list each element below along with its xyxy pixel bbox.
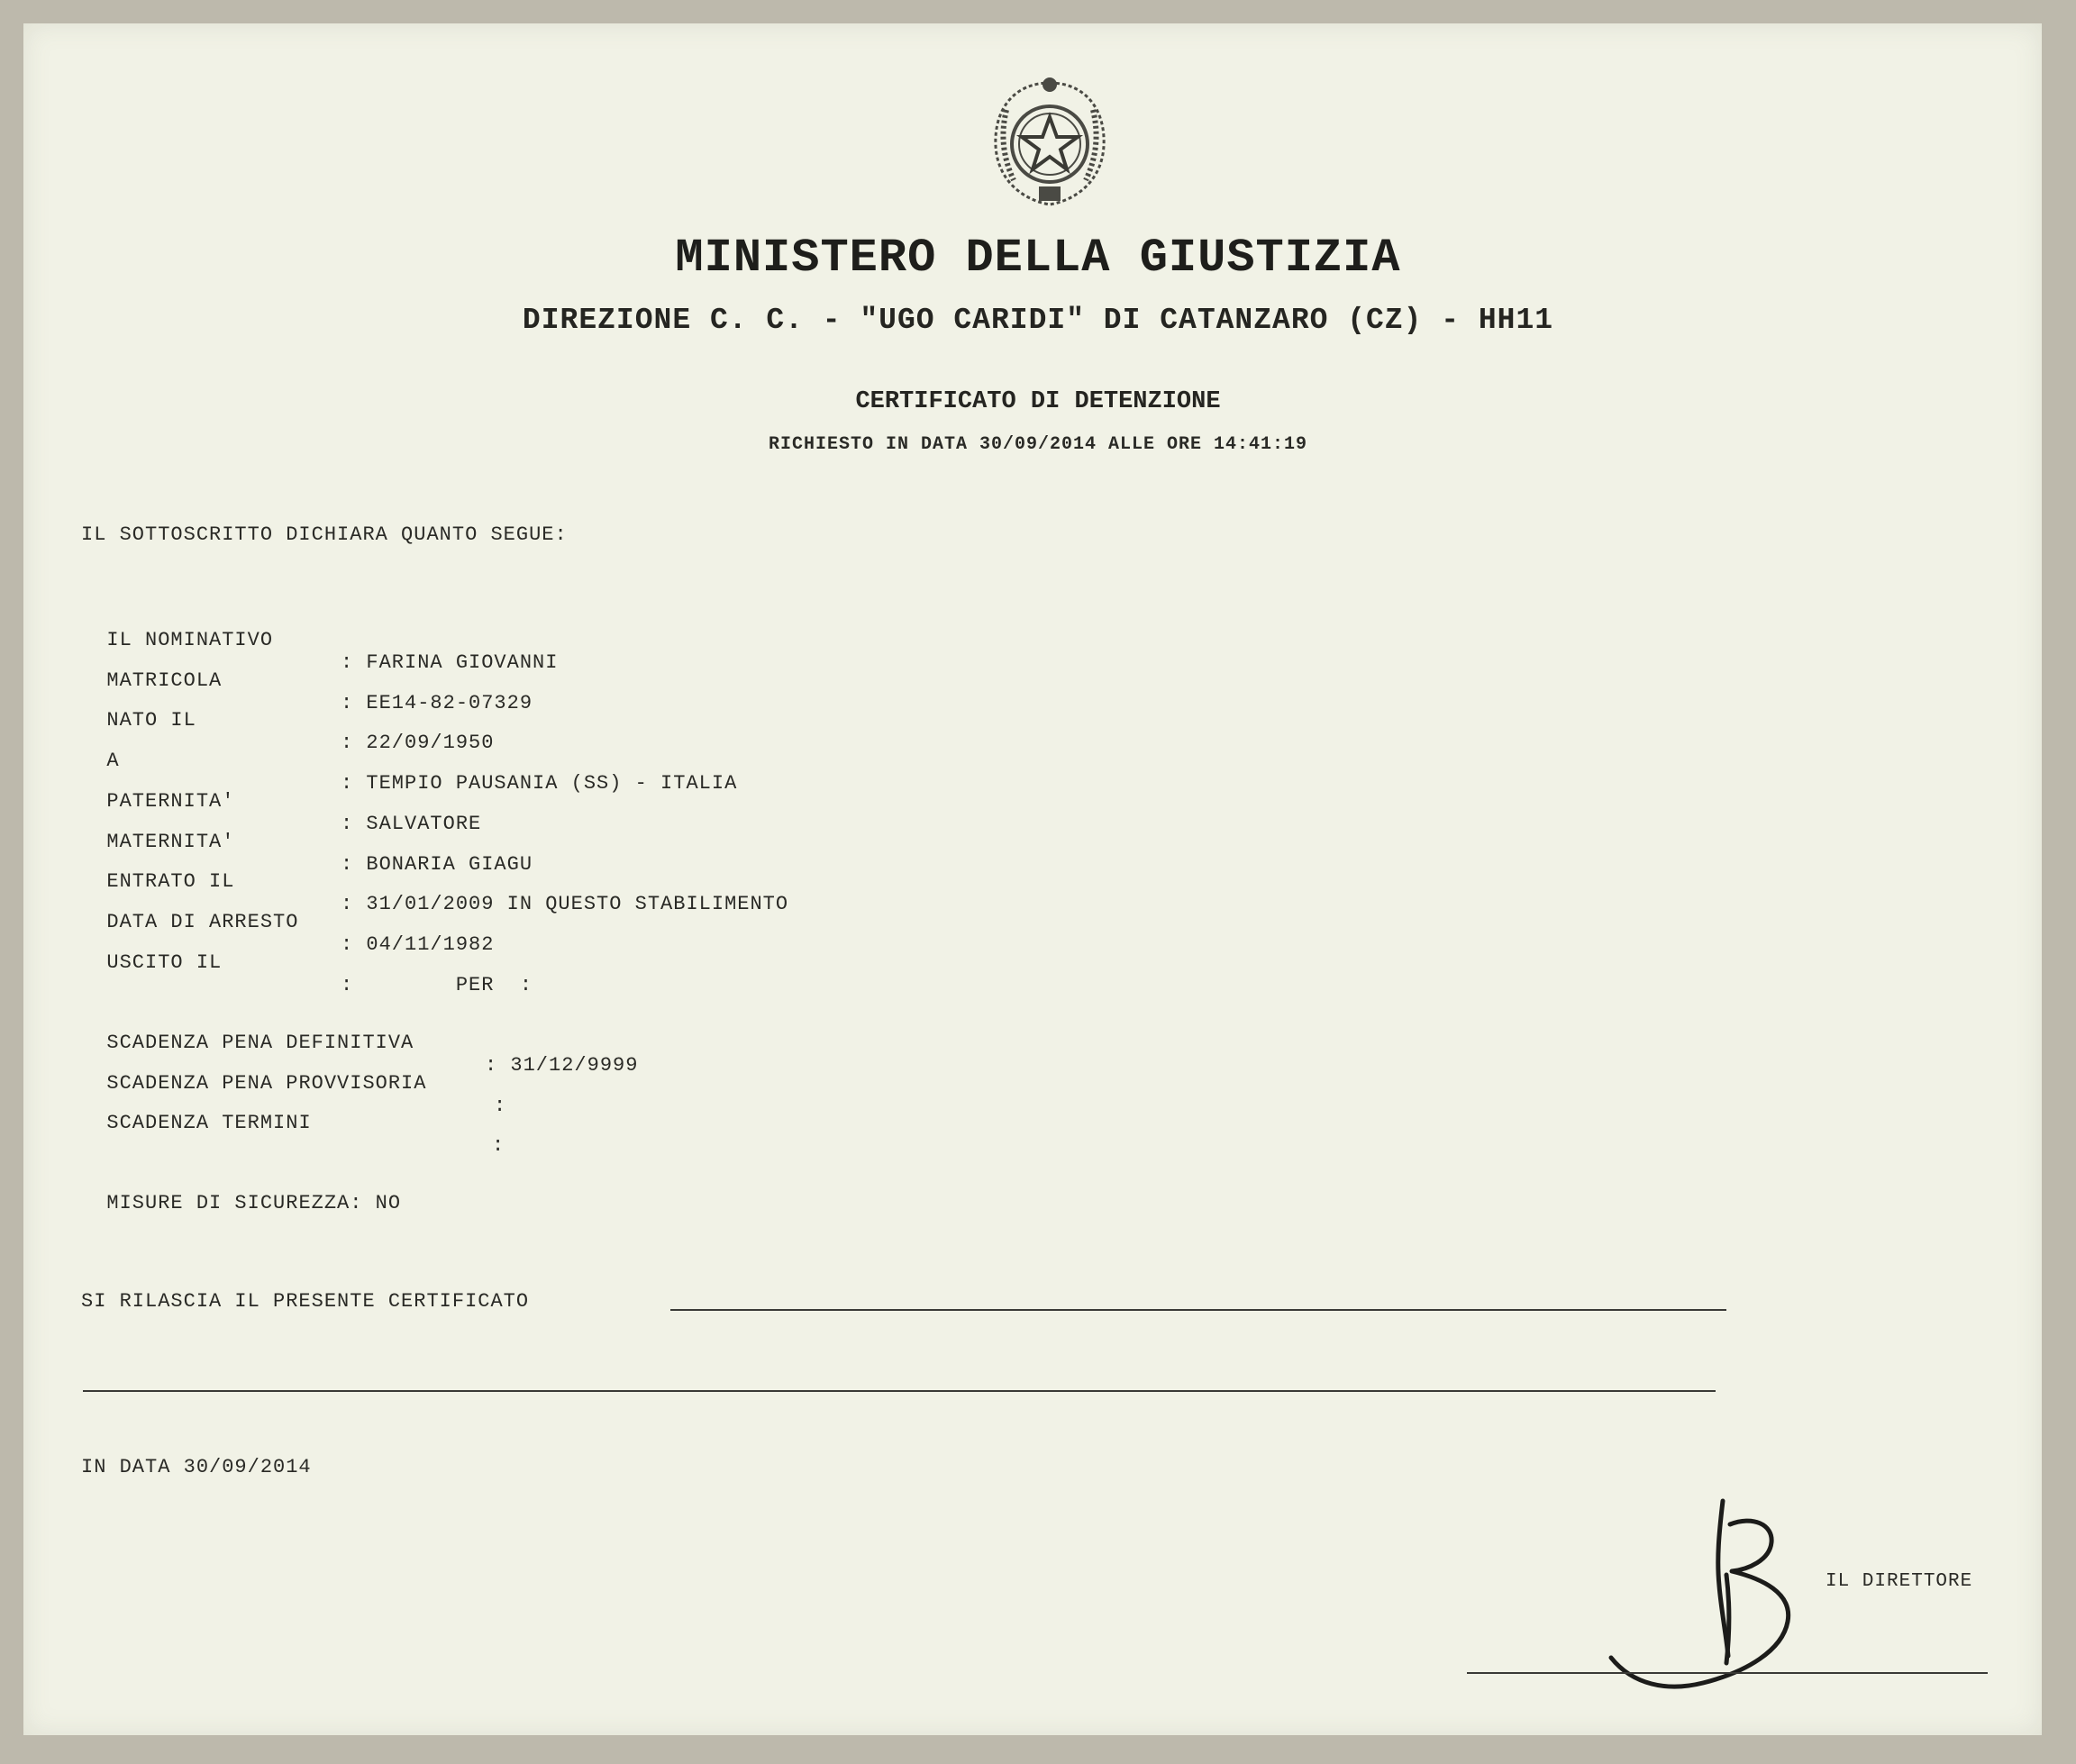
italian-republic-emblem-icon <box>987 74 1113 214</box>
sentence-label: SCADENZA PENA PROVVISORIA <box>106 1072 427 1095</box>
sentence-label: SCADENZA PENA DEFINITIVA <box>106 1032 414 1054</box>
signatory-title: IL DIRETTORE <box>1826 1571 1973 1592</box>
detail-label: MATERNITA' <box>106 831 235 853</box>
detail-value: : PER : <box>341 974 533 996</box>
detail-value: : BONARIA GIAGU <box>341 853 533 876</box>
sentence-row-terms <box>81 1089 505 1157</box>
security-value: : NO <box>350 1192 402 1214</box>
issue-date: IN DATA 30/09/2014 <box>81 1456 312 1478</box>
director-signature <box>1595 1496 1811 1721</box>
release-line-1 <box>670 1309 1726 1311</box>
signature-line <box>1467 1672 1988 1674</box>
ministry-title: MINISTERO DELLA GIUSTIZIA <box>675 232 1401 285</box>
detail-label: USCITO IL <box>106 951 223 974</box>
sentence-value: : <box>494 1095 507 1117</box>
detail-value: : 31/01/2009 IN QUESTO STABILIMENTO <box>341 893 789 915</box>
detail-value: : FARINA GIOVANNI <box>341 651 559 674</box>
detail-value: : SALVATORE <box>341 813 482 835</box>
release-line-2 <box>83 1390 1716 1392</box>
sentence-label: SCADENZA TERMINI <box>106 1112 312 1134</box>
detail-label: NATO IL <box>106 709 196 732</box>
release-statement: SI RILASCIA IL PRESENTE CERTIFICATO <box>81 1290 530 1313</box>
detail-label: A <box>106 750 120 772</box>
detail-value: : EE14-82-07329 <box>341 692 533 714</box>
security-label: MISURE DI SICUREZZA <box>106 1192 351 1214</box>
detail-label: MATRICOLA <box>106 669 223 692</box>
detail-value: : TEMPIO PAUSANIA (SS) - ITALIA <box>341 772 738 795</box>
detail-value: : 22/09/1950 <box>341 732 495 754</box>
detail-label: PATERNITA' <box>106 790 235 813</box>
detail-label: ENTRATO IL <box>106 870 235 893</box>
detail-label: IL NOMINATIVO <box>106 629 274 651</box>
request-timestamp: RICHIESTO IN DATA 30/09/2014 ALLE ORE 14:41:19 <box>768 434 1308 455</box>
intro-statement: IL SOTTOSCRITTO DICHIARA QUANTO SEGUE: <box>81 523 568 546</box>
security-measures <box>81 1169 401 1214</box>
detail-value: : 04/11/1982 <box>341 933 495 956</box>
certificate-title: CERTIFICATO DI DETENZIONE <box>855 388 1221 415</box>
sentence-value: : 31/12/9999 <box>485 1054 639 1077</box>
sentence-value: : <box>492 1134 505 1157</box>
directorate-subtitle: DIREZIONE C. C. - "UGO CARIDI" DI CATANZARO (CZ) - HH11 <box>522 304 1554 337</box>
detail-label: DATA DI ARRESTO <box>106 911 299 933</box>
